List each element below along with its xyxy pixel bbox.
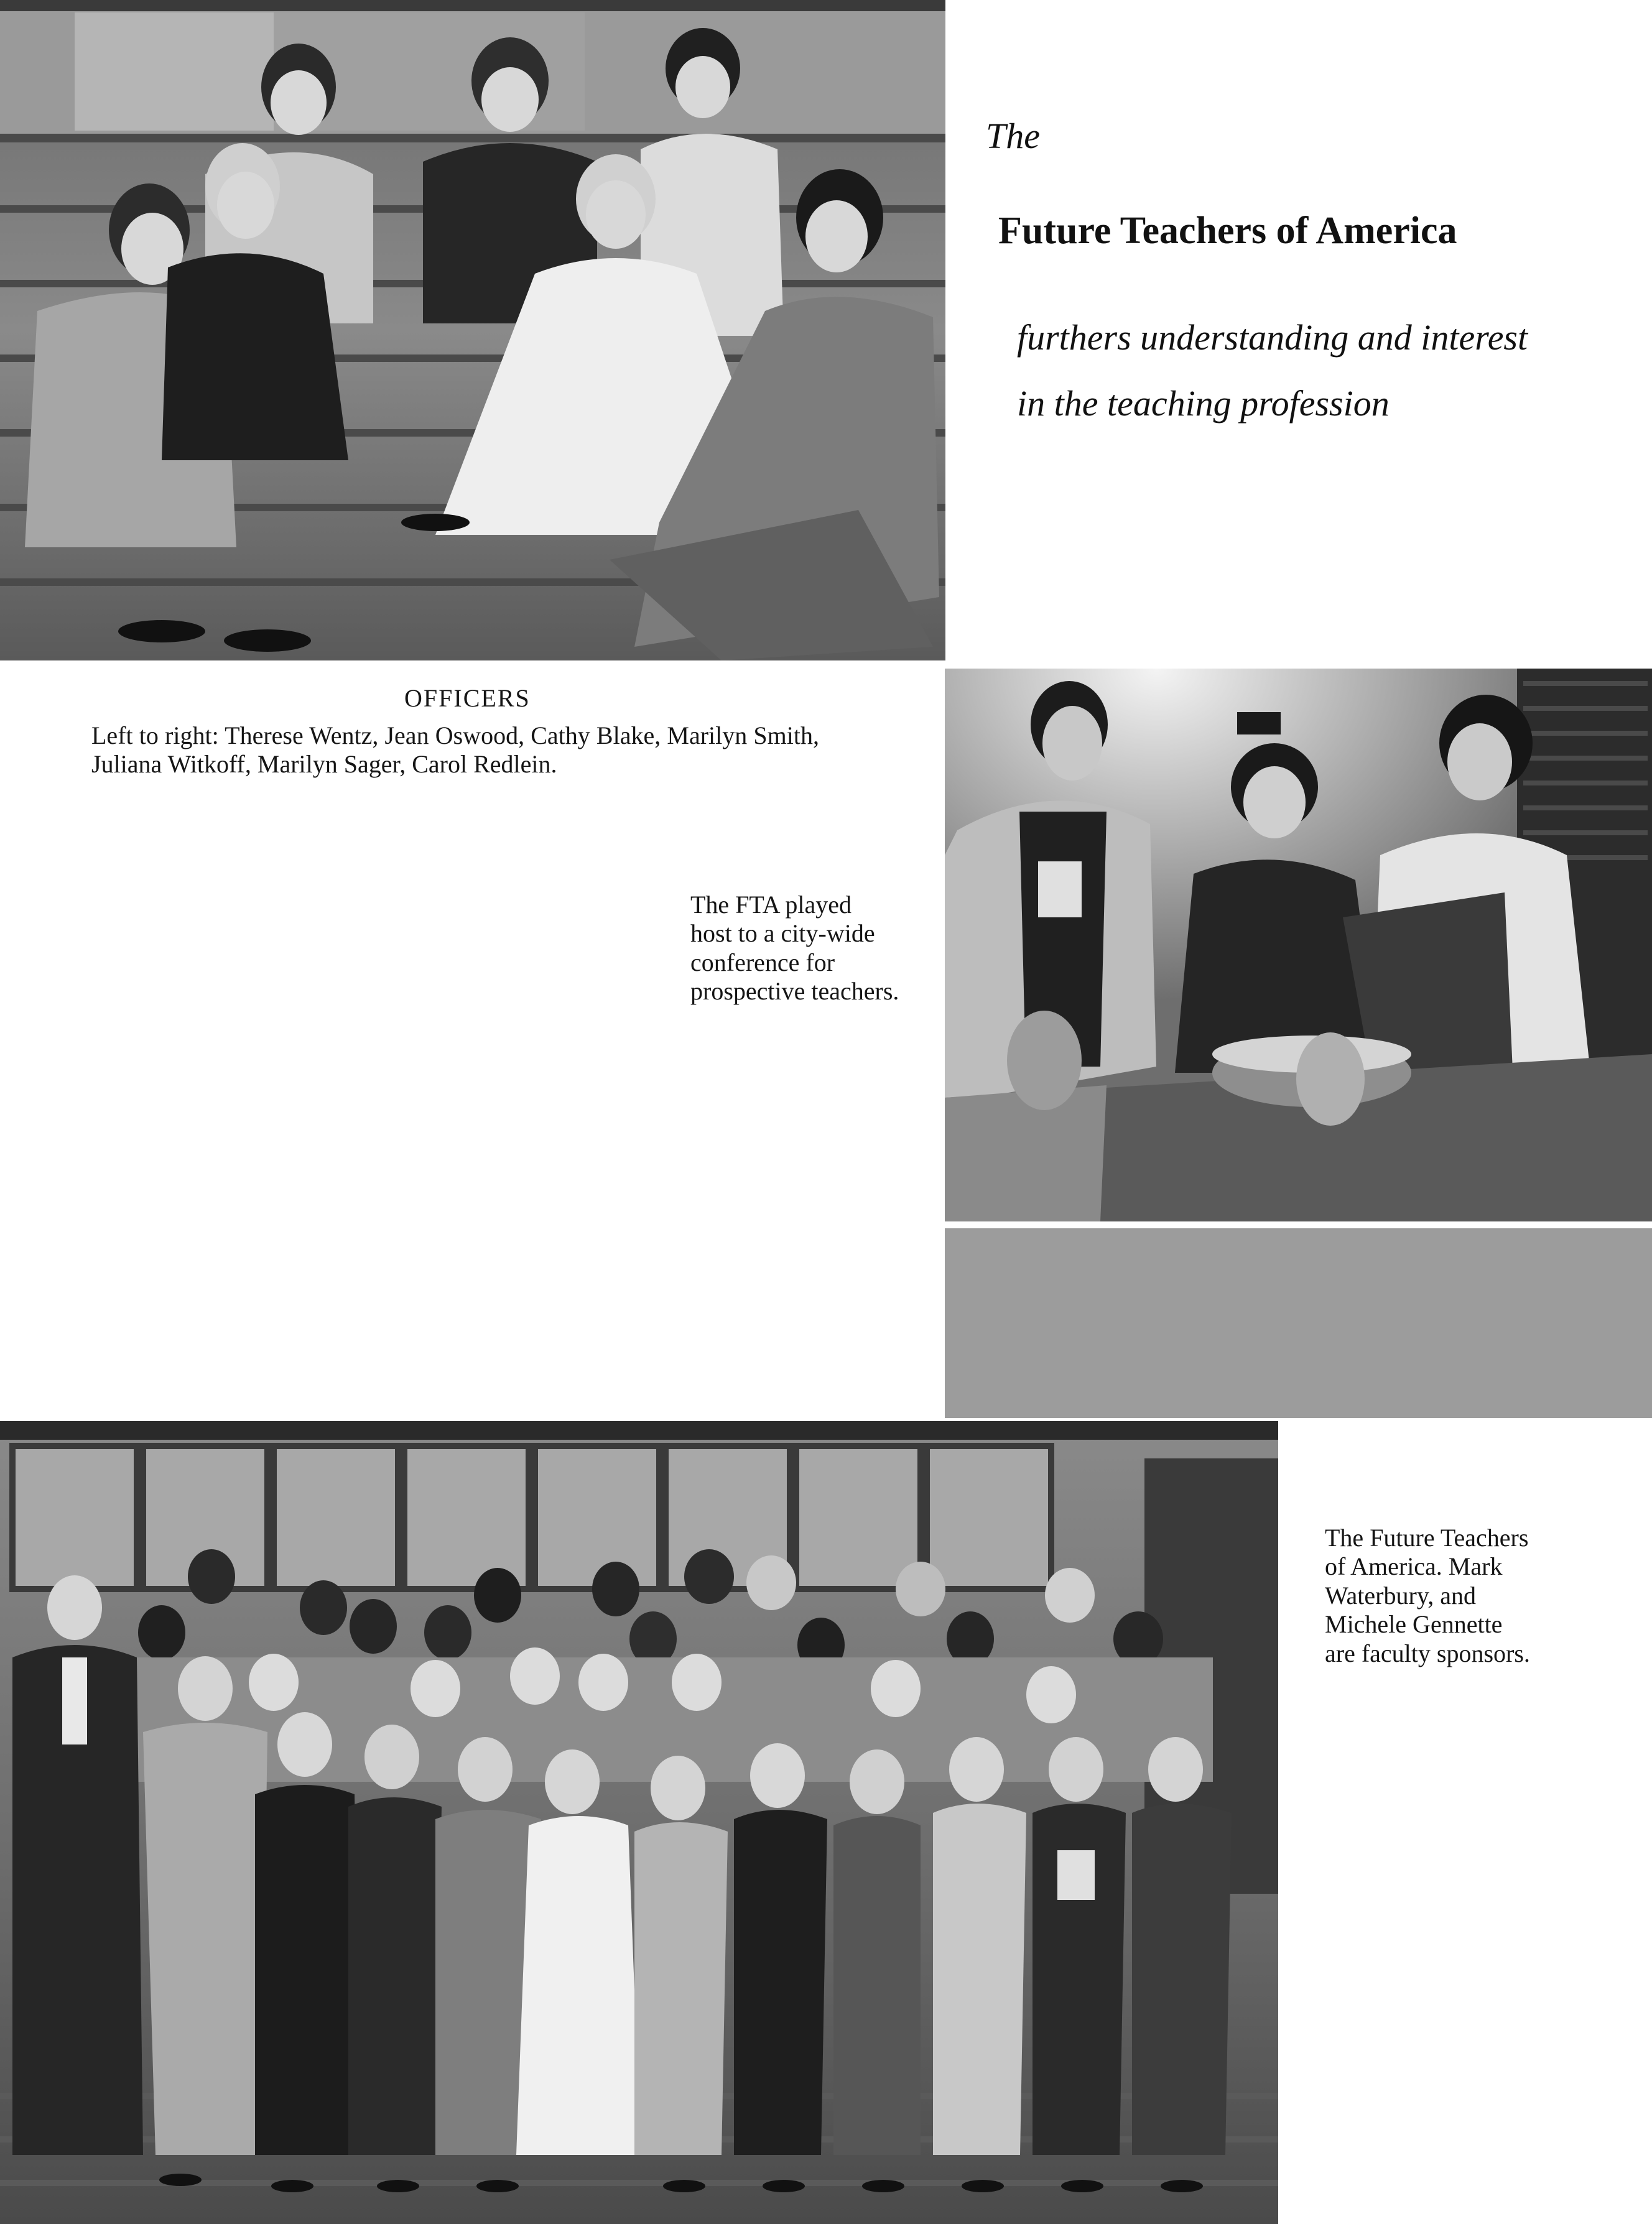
conference-caption-line: host to a city-wide — [690, 919, 875, 948]
group-caption — [1325, 1524, 1636, 1668]
gray-panel — [945, 1228, 1652, 1418]
officers-photo — [0, 0, 945, 660]
officers-caption: Left to right: Therese Wentz, Jean Oswood, Cathy Blake, Marilyn Smith, Juliana Witkoff, Marilyn Sager, Carol Redlein. — [91, 721, 819, 779]
group-caption-line: Waterbury, and — [1325, 1581, 1476, 1610]
conference-photo — [945, 669, 1652, 1221]
tagline — [1017, 305, 1645, 436]
conference-caption-line: prospective teachers. — [690, 977, 899, 1006]
page-title: Future Teachers of America — [998, 210, 1457, 252]
headline-the: The — [986, 116, 1040, 156]
conference-caption — [690, 891, 952, 1006]
tagline-line-1: furthers understanding and interest — [1017, 317, 1528, 358]
group-photo — [0, 1421, 1278, 2224]
conference-caption-line: The FTA played — [690, 891, 852, 919]
group-caption-line: Michele Gennette — [1325, 1610, 1503, 1639]
group-caption-line: of America. Mark — [1325, 1552, 1503, 1581]
group-caption-line: The Future Teachers — [1325, 1524, 1529, 1552]
conference-caption-line: conference for — [690, 948, 835, 976]
tagline-line-2: in the teaching profession — [1017, 382, 1390, 424]
officers-heading: OFFICERS — [404, 684, 531, 712]
group-caption-line: are faculty sponsors. — [1325, 1639, 1530, 1667]
